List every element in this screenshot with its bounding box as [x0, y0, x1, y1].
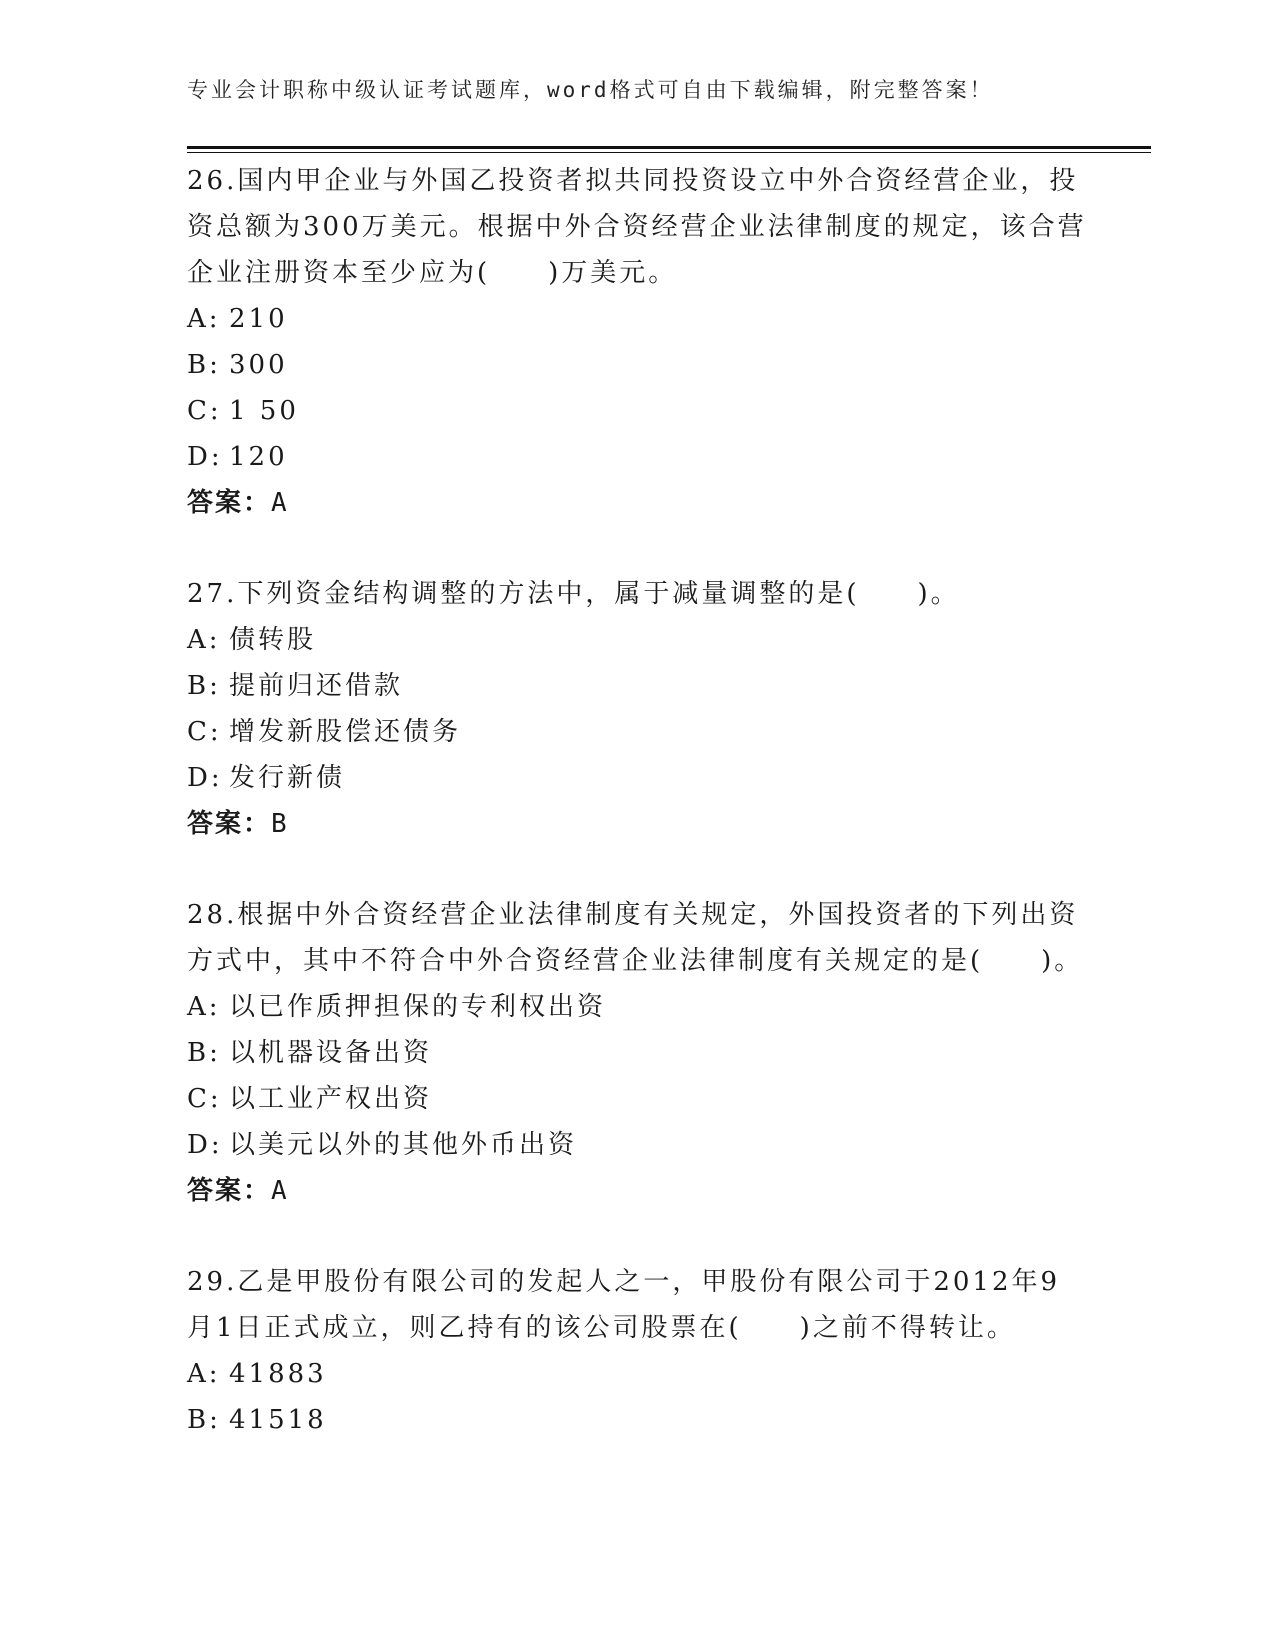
option-c [187, 709, 1087, 755]
option-a [187, 984, 1087, 1030]
option-letter: A: [187, 304, 221, 334]
option-c [187, 1076, 1087, 1122]
question-27 [187, 571, 1087, 847]
option-letter: D: [187, 763, 223, 793]
answer-value: B [271, 809, 289, 839]
option-letter: C: [187, 396, 222, 426]
option-text: 债转股 [229, 625, 317, 655]
option-d [187, 1122, 1087, 1168]
option-text: 发行新债 [229, 763, 346, 793]
option-d [187, 755, 1087, 801]
answer-value: A [271, 1176, 289, 1206]
option-b [187, 1030, 1087, 1076]
option-letter: C: [187, 1084, 222, 1114]
header-divider [187, 146, 1151, 153]
option-letter: B: [187, 671, 221, 701]
option-a [187, 296, 1087, 342]
page-header: 专业会计职称中级认证考试题库，word格式可自由下载编辑，附完整答案！ [187, 78, 994, 102]
question-text: 28.根据中外合资经营企业法律制度有关规定，外国投资者的下列出资方式中，其中不符合中外合资经营企业法律制度有关规定的是( )。 [187, 900, 1084, 976]
option-c [187, 388, 1087, 434]
option-text: 41883 [229, 1359, 327, 1389]
option-text: 增发新股偿还债务 [229, 717, 462, 747]
question-text: 29.乙是甲股份有限公司的发起人之一，甲股份有限公司于2012年9月1日正式成立，则乙持有的该公司股票在( )之前不得转让。 [187, 1267, 1061, 1343]
option-text: 210 [229, 304, 288, 334]
option-text: 41518 [229, 1405, 327, 1435]
option-letter: C: [187, 717, 222, 747]
option-letter: B: [187, 1405, 221, 1435]
question-text: 27.下列资金结构调整的方法中，属于减量调整的是( )。 [187, 579, 960, 609]
question-26 [187, 158, 1087, 526]
question-text: 26.国内甲企业与外国乙投资者拟共同投资设立中外合资经营企业，投资总额为300万美元。根据中外合资经营企业法律制度的规定，该合营企业注册资本至少应为( )万美元。 [187, 166, 1087, 288]
question-list [187, 158, 1087, 1488]
answer-value: A [271, 488, 289, 518]
option-text: 提前归还借款 [229, 671, 404, 701]
option-letter: A: [187, 1359, 221, 1389]
option-a [187, 1351, 1087, 1397]
question-29 [187, 1259, 1087, 1443]
option-text: 以工业产权出资 [229, 1084, 433, 1114]
option-letter: A: [187, 625, 221, 655]
answer-line [187, 1168, 1087, 1214]
option-letter: D: [187, 1130, 223, 1160]
option-letter: A: [187, 992, 221, 1022]
answer-line [187, 801, 1087, 847]
option-text: 以美元以外的其他外币出资 [229, 1130, 578, 1160]
option-letter: B: [187, 350, 221, 380]
option-letter: B: [187, 1038, 221, 1068]
question-28 [187, 892, 1087, 1214]
option-b [187, 1397, 1087, 1443]
answer-label: 答案： [187, 1176, 272, 1206]
option-text: 120 [229, 442, 288, 472]
answer-label: 答案： [187, 809, 272, 839]
option-a [187, 617, 1087, 663]
option-text: 以机器设备出资 [229, 1038, 433, 1068]
option-text: 1 50 [229, 396, 299, 426]
option-b [187, 663, 1087, 709]
option-text: 300 [229, 350, 288, 380]
answer-line [187, 480, 1087, 526]
option-letter: D: [187, 442, 223, 472]
option-text: 以已作质押担保的专利权出资 [229, 992, 607, 1022]
answer-label: 答案： [187, 488, 272, 518]
option-d [187, 434, 1087, 480]
option-b [187, 342, 1087, 388]
